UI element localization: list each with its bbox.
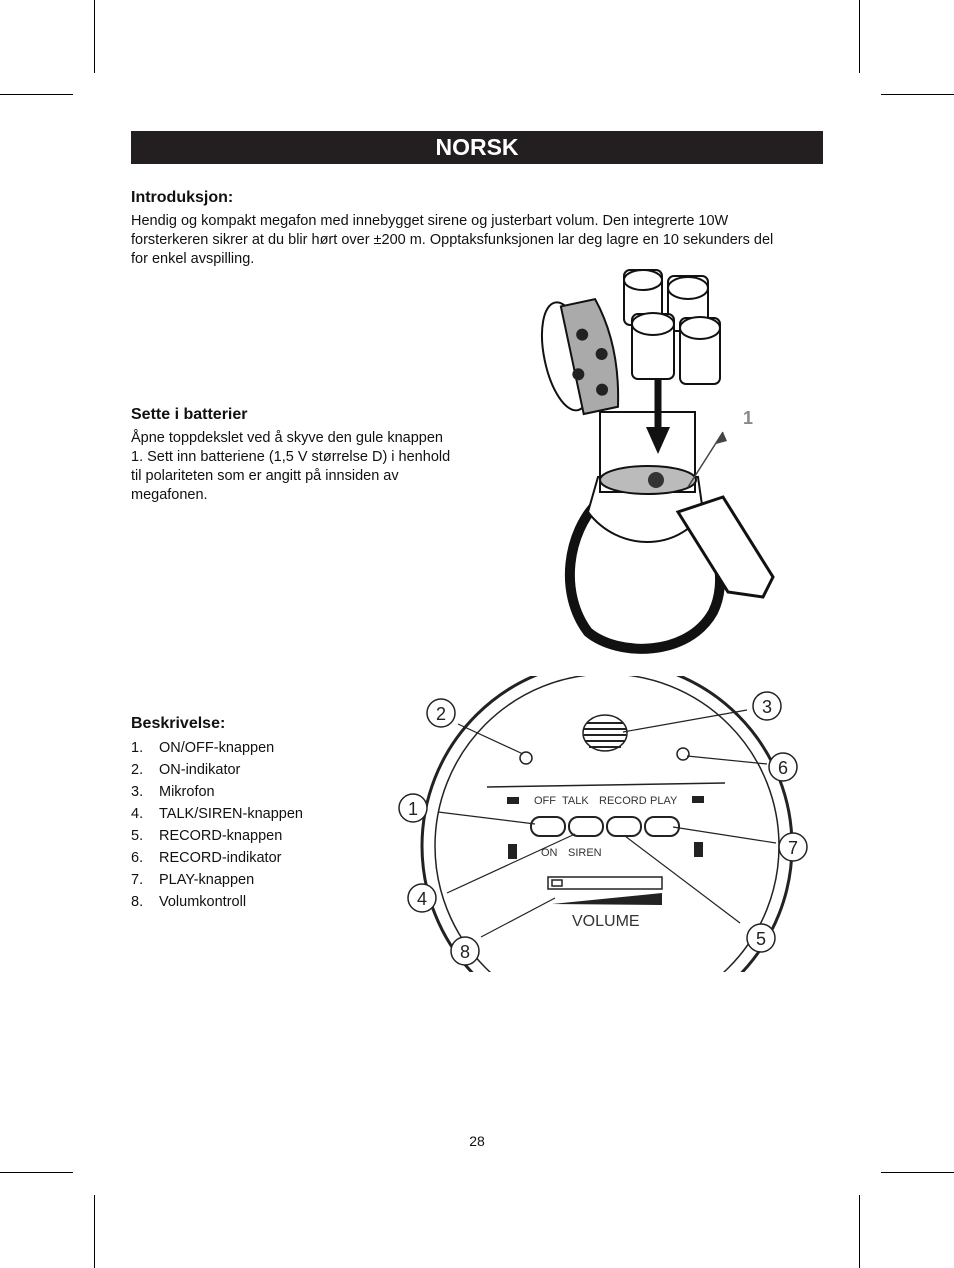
intro-line: for enkel avspilling. — [131, 251, 255, 267]
list-label: TALK/SIREN-knappen — [159, 806, 303, 822]
label-off: OFF — [534, 795, 556, 807]
crop-mark — [859, 1195, 860, 1268]
list-number: 1. — [131, 740, 144, 756]
crop-mark — [881, 94, 954, 95]
callout-number: 2 — [435, 704, 447, 724]
control-panel-diagram — [395, 676, 815, 972]
callout-number: 4 — [416, 889, 428, 909]
callout-number: 3 — [761, 697, 773, 717]
crop-mark — [94, 1195, 95, 1268]
list-item — [131, 760, 303, 782]
callout-number: 1 — [407, 799, 419, 819]
list-item — [131, 782, 303, 804]
callout-number: 5 — [755, 929, 767, 949]
list-item — [131, 804, 303, 826]
label-talk: TALK — [562, 795, 589, 807]
list-label: RECORD-indikator — [159, 850, 282, 866]
crop-mark — [0, 94, 73, 95]
language-banner: NORSK — [131, 131, 823, 164]
intro-heading: Introduksjon: — [131, 189, 234, 206]
list-item — [131, 892, 303, 914]
microphone-grille — [583, 715, 627, 751]
description-heading: Beskrivelse: — [131, 715, 226, 732]
list-number: 5. — [131, 828, 144, 844]
on-off-button[interactable] — [531, 817, 565, 836]
crop-mark — [94, 0, 95, 73]
intro-line: Hendig og kompakt megafon med innebygget sirene og justerbart volum. Den integrerte 10W — [131, 213, 729, 229]
callout-number: 8 — [459, 942, 471, 962]
batteries-line: megafonen. — [131, 487, 208, 503]
crop-mark — [859, 0, 860, 73]
list-label: ON/OFF-knappen — [159, 740, 275, 756]
intro-line: forsterkeren sikrer at du blir hørt over ±200 m. Opptaksfunksjonen lar deg lagre en 10 sekunders del — [131, 232, 774, 248]
list-number: 4. — [131, 806, 144, 822]
battery-insertion-illustration — [528, 262, 778, 662]
list-item — [131, 870, 303, 892]
batteries-heading: Sette i batterier — [131, 406, 248, 423]
figure-label-1: 1 — [743, 408, 754, 428]
callout-number: 7 — [787, 838, 799, 858]
list-number: 7. — [131, 872, 144, 888]
list-label: PLAY-knappen — [159, 872, 255, 888]
list-item — [131, 826, 303, 848]
label-play: PLAY — [650, 795, 678, 807]
label-on: ON — [541, 847, 558, 859]
label-record: RECORD — [599, 795, 647, 807]
batteries-line: Åpne toppdekslet ved å skyve den gule knappen — [131, 430, 443, 446]
list-label: ON-indikator — [159, 762, 241, 778]
list-number: 3. — [131, 784, 144, 800]
crop-mark — [0, 1172, 73, 1173]
list-label: RECORD-knappen — [159, 828, 283, 844]
list-label: Volumkontroll — [159, 894, 247, 910]
description-list — [131, 738, 303, 914]
list-item — [131, 848, 303, 870]
talk-siren-button[interactable] — [569, 817, 603, 836]
list-number: 2. — [131, 762, 144, 778]
list-label: Mikrofon — [159, 784, 215, 800]
record-indicator — [677, 748, 689, 760]
callout-number: 6 — [777, 758, 789, 778]
batteries-line: til polariteten som er angitt på innsiden av — [131, 468, 399, 484]
play-button[interactable] — [645, 817, 679, 836]
label-siren: SIREN — [568, 847, 602, 859]
volume-label: VOLUME — [572, 913, 640, 930]
list-number: 6. — [131, 850, 144, 866]
record-button[interactable] — [607, 817, 641, 836]
crop-mark — [881, 1172, 954, 1173]
page-number: 28 — [469, 1133, 485, 1149]
list-number: 8. — [131, 894, 144, 910]
list-item — [131, 738, 303, 760]
batteries-line: 1. Sett inn batteriene (1,5 V størrelse D) i henhold — [131, 449, 451, 465]
volume-control[interactable] — [548, 877, 662, 905]
